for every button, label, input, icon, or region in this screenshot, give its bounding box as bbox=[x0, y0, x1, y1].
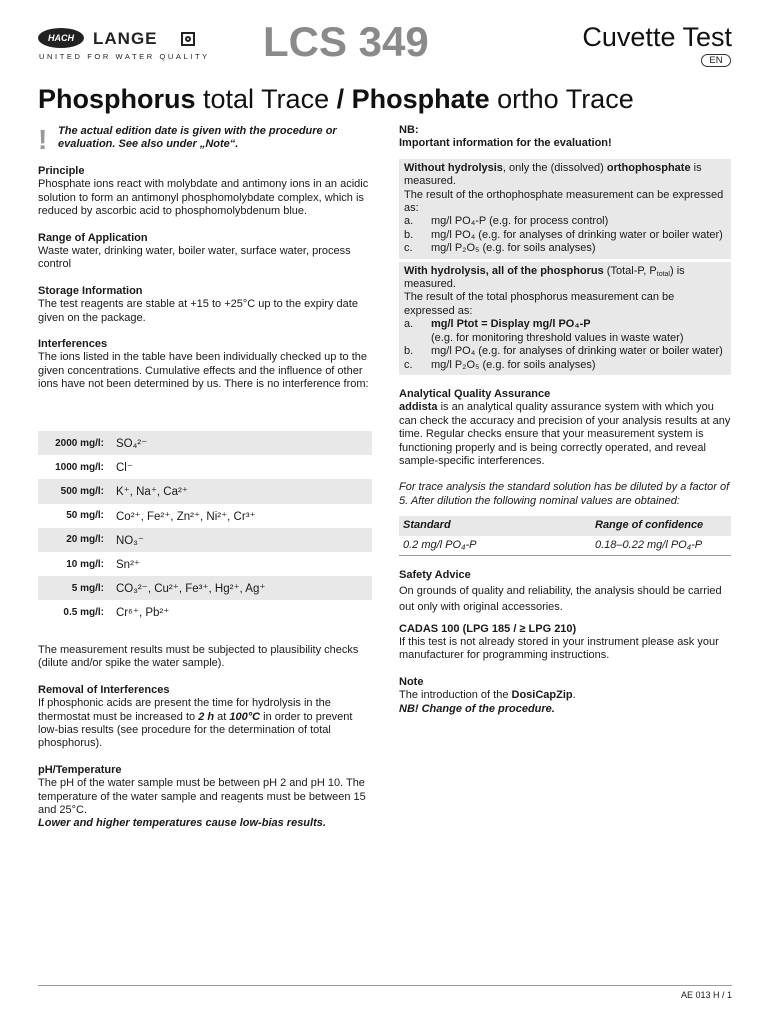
note-heading: Note bbox=[399, 675, 424, 688]
cadas-text: If this test is not already stored in your instrument please ask your manufacturer for programming instructions. bbox=[399, 635, 719, 662]
principle-text: Phosphate ions react with molybdate and antimony ions in an acidic solution to form an antimonyl phosphomolybdate complex, which is reduced by ascorbic acid to phosphomolybdenum blue. bbox=[38, 178, 369, 218]
list-value: (e.g. for monitoring threshold values in waste water) bbox=[431, 331, 684, 344]
list-key: b. bbox=[404, 228, 414, 241]
list-item bbox=[404, 229, 726, 242]
list-item bbox=[404, 359, 726, 372]
box2-intro-sub: total bbox=[656, 270, 670, 278]
ion-conc: 5 mg/l: bbox=[71, 582, 104, 594]
ion-conc: 0.5 mg/l: bbox=[63, 606, 104, 618]
hach-logo-text: HACH bbox=[48, 33, 74, 43]
left-column-top bbox=[38, 165, 374, 392]
removal-text-c: in order to prevent low-bias results (see procedure for the determination of total phosphorus). bbox=[38, 710, 353, 750]
removal-text-a: If phosphonic acids are present the time for hydrolysis in the thermostat must be increased to bbox=[38, 697, 331, 723]
title-phosphorus-suffix: total Trace bbox=[195, 84, 337, 114]
interferences-text: The ions listed in the table have been individually checked up to the given concentrations. Cumulative effects and the influence of other ions have not been determined by us. There is no interference from: bbox=[38, 351, 369, 391]
ion-list: SO₄²⁻ bbox=[116, 438, 148, 451]
document-code: AE 013 H / 1 bbox=[680, 990, 732, 1000]
table-row bbox=[399, 536, 731, 556]
std-range: 0.18–0.22 mg/l PO₄-P bbox=[595, 538, 703, 551]
ion-conc: 50 mg/l: bbox=[66, 510, 104, 522]
std-col-standard: Standard bbox=[403, 519, 451, 532]
removal-text-b: at bbox=[214, 710, 230, 723]
cadas-heading: CADAS 100 (LPG 185 / ≥ LPG 210) bbox=[399, 622, 577, 635]
ion-list: NO₃⁻ bbox=[116, 534, 145, 547]
ph-heading: pH/Temperature bbox=[38, 763, 122, 776]
table-header bbox=[399, 516, 731, 536]
without-hydrolysis-box bbox=[399, 159, 731, 259]
list-key: b. bbox=[404, 345, 414, 358]
table-row bbox=[38, 479, 372, 503]
title-phosphate: Phosphate bbox=[344, 84, 490, 114]
box1-intro-bold: Without hydrolysis bbox=[404, 161, 503, 174]
list-item bbox=[404, 215, 726, 228]
ph-warning: Lower and higher temperatures cause low-bias results. bbox=[38, 817, 326, 830]
storage-heading: Storage Information bbox=[38, 284, 143, 297]
ion-list: Cl⁻ bbox=[116, 462, 133, 475]
note-text-b: . bbox=[572, 689, 576, 702]
safety-text: On grounds of quality and reliability, the analysis should be carried out only with original accessories. bbox=[399, 584, 722, 613]
storage-text: The test reagents are stable at +15 to +25°C up to the expiry date given on the package. bbox=[38, 298, 358, 324]
box2-text: The result of the total phosphorus measurement can be expressed as: bbox=[404, 291, 675, 317]
lange-logo-icon bbox=[181, 32, 195, 46]
table-row bbox=[38, 600, 372, 624]
aqa-bold: addista bbox=[399, 401, 438, 414]
aqa-heading: Analytical Quality Assurance bbox=[399, 387, 551, 400]
language-badge: EN bbox=[701, 54, 731, 67]
table-row bbox=[38, 504, 372, 528]
right-column bbox=[399, 124, 733, 716]
title-slash: / bbox=[336, 84, 345, 114]
std-col-range: Range of confidence bbox=[595, 519, 704, 532]
ion-list: Sn²⁺ bbox=[116, 559, 140, 572]
list-item bbox=[404, 332, 726, 345]
list-key: a. bbox=[404, 318, 414, 331]
ion-conc: 2000 mg/l: bbox=[55, 437, 104, 449]
footer-divider bbox=[38, 985, 732, 986]
box2-intro-a: (Total-P, P bbox=[603, 264, 657, 277]
list-value: mg/l P₂O₅ (e.g. for soils analyses) bbox=[431, 358, 596, 371]
range-heading: Range of Application bbox=[38, 231, 148, 244]
aqa-text bbox=[399, 401, 733, 468]
removal-text bbox=[38, 697, 374, 751]
ion-conc: 20 mg/l: bbox=[66, 534, 104, 546]
edition-note: The actual edition date is given with the procedure or evaluation. See also under „Note“. bbox=[58, 125, 337, 151]
removal-temp: 100°C bbox=[229, 710, 261, 723]
table-row bbox=[38, 455, 372, 479]
list-key: c. bbox=[404, 242, 413, 255]
table-row bbox=[38, 431, 372, 455]
box1-intro-b: is measured. bbox=[404, 161, 702, 188]
safety-heading: Safety Advice bbox=[399, 569, 471, 582]
box2-intro bbox=[404, 265, 726, 292]
trace-note: For trace analysis the standard solution has be diluted by a factor of 5. After dilution the following nominal values are obtained: bbox=[399, 481, 730, 507]
removal-heading: Removal of Interferences bbox=[38, 683, 170, 696]
ion-conc: 1000 mg/l: bbox=[55, 461, 104, 473]
product-code: LCS 349 bbox=[263, 18, 429, 65]
left-column-bottom bbox=[38, 644, 374, 831]
list-item bbox=[404, 242, 726, 255]
list-key: c. bbox=[404, 358, 413, 371]
plausibility-text: The measurement results must be subjected to plausibility checks (dilute and/or spike the water sample). bbox=[38, 644, 359, 670]
list-value-bold: mg/l Ptot = Display mg/l PO₄-P bbox=[431, 318, 591, 331]
ion-list: Co²⁺, Fe²⁺, Zn²⁺, Ni²⁺, Cr³⁺ bbox=[116, 510, 256, 523]
box1-text: The result of the orthophosphate measurement can be expressed as: bbox=[404, 188, 724, 215]
note-change: NB! Change of the procedure. bbox=[399, 702, 555, 715]
list-item bbox=[404, 318, 726, 331]
table-row bbox=[38, 528, 372, 552]
box1-intro bbox=[404, 162, 726, 189]
test-type: Cuvette Test bbox=[582, 22, 732, 52]
brand-tagline: UNITED FOR WATER QUALITY bbox=[39, 52, 210, 61]
std-value: 0.2 mg/l PO₄-P bbox=[403, 538, 477, 551]
list-value: mg/l PO₄ (e.g. for analyses of drinking water or boiler water) bbox=[431, 228, 723, 241]
list-value: mg/l PO₄-P (e.g. for process control) bbox=[431, 215, 609, 228]
table-row bbox=[38, 576, 372, 600]
principle-heading: Principle bbox=[38, 165, 85, 177]
ph-text: The pH of the water sample must be between pH 2 and pH 10. The temperature of the water sample and reagents must be between 15 and 25°C. bbox=[38, 777, 366, 817]
exclamation-icon: ! bbox=[38, 124, 48, 155]
standard-table bbox=[399, 516, 731, 556]
title-phosphorus: Phosphorus bbox=[38, 84, 196, 114]
list-item bbox=[404, 345, 726, 358]
with-hydrolysis-box bbox=[399, 262, 731, 375]
nb-text: Important information for the evaluation! bbox=[399, 137, 612, 150]
interference-ion-table bbox=[38, 431, 372, 625]
table-row bbox=[38, 552, 372, 576]
ion-conc: 500 mg/l: bbox=[60, 485, 104, 497]
box2-intro-b: ) is measured. bbox=[404, 264, 685, 291]
list-key: a. bbox=[404, 215, 414, 228]
aqa-body: is an analytical quality assurance system with which you can check the accuracy and precision of your analysis results at any time. Regular checks ensure that your measurement system is functioning properly and is being correctly operated, and reveal sample-specific interferences. bbox=[399, 401, 731, 467]
box2-intro-bold: With hydrolysis, all of the phosphorus bbox=[404, 264, 604, 277]
ion-list: K⁺, Na⁺, Ca²⁺ bbox=[116, 486, 188, 499]
ion-list: CO₃²⁻, Cu²⁺, Fe³⁺, Hg²⁺, Ag⁺ bbox=[116, 583, 266, 596]
box1-intro-bold2: orthophosphate bbox=[606, 161, 691, 174]
ion-list: Cr⁶⁺, Pb²⁺ bbox=[116, 607, 170, 620]
list-value: mg/l P₂O₅ (e.g. for soils analyses) bbox=[431, 242, 596, 255]
title-phosphate-suffix: ortho Trace bbox=[489, 84, 634, 114]
note-text-a: The introduction of the bbox=[399, 689, 512, 702]
hach-logo bbox=[38, 28, 84, 48]
note-bold: DosiCapZip bbox=[511, 689, 573, 702]
range-text: Waste water, drinking water, boiler water, surface water, process control bbox=[38, 245, 351, 271]
box1-intro-a: , only the (dissolved) bbox=[502, 161, 607, 174]
list-value: mg/l PO₄ (e.g. for analyses of drinking water or boiler water) bbox=[431, 345, 723, 358]
ion-conc: 10 mg/l: bbox=[66, 558, 104, 570]
lange-logo: LANGE bbox=[93, 29, 158, 48]
page-title bbox=[38, 84, 634, 115]
removal-time: 2 h bbox=[198, 710, 215, 723]
nb-label: NB: bbox=[399, 124, 419, 136]
note-text bbox=[399, 689, 733, 702]
interferences-heading: Interferences bbox=[38, 338, 108, 351]
